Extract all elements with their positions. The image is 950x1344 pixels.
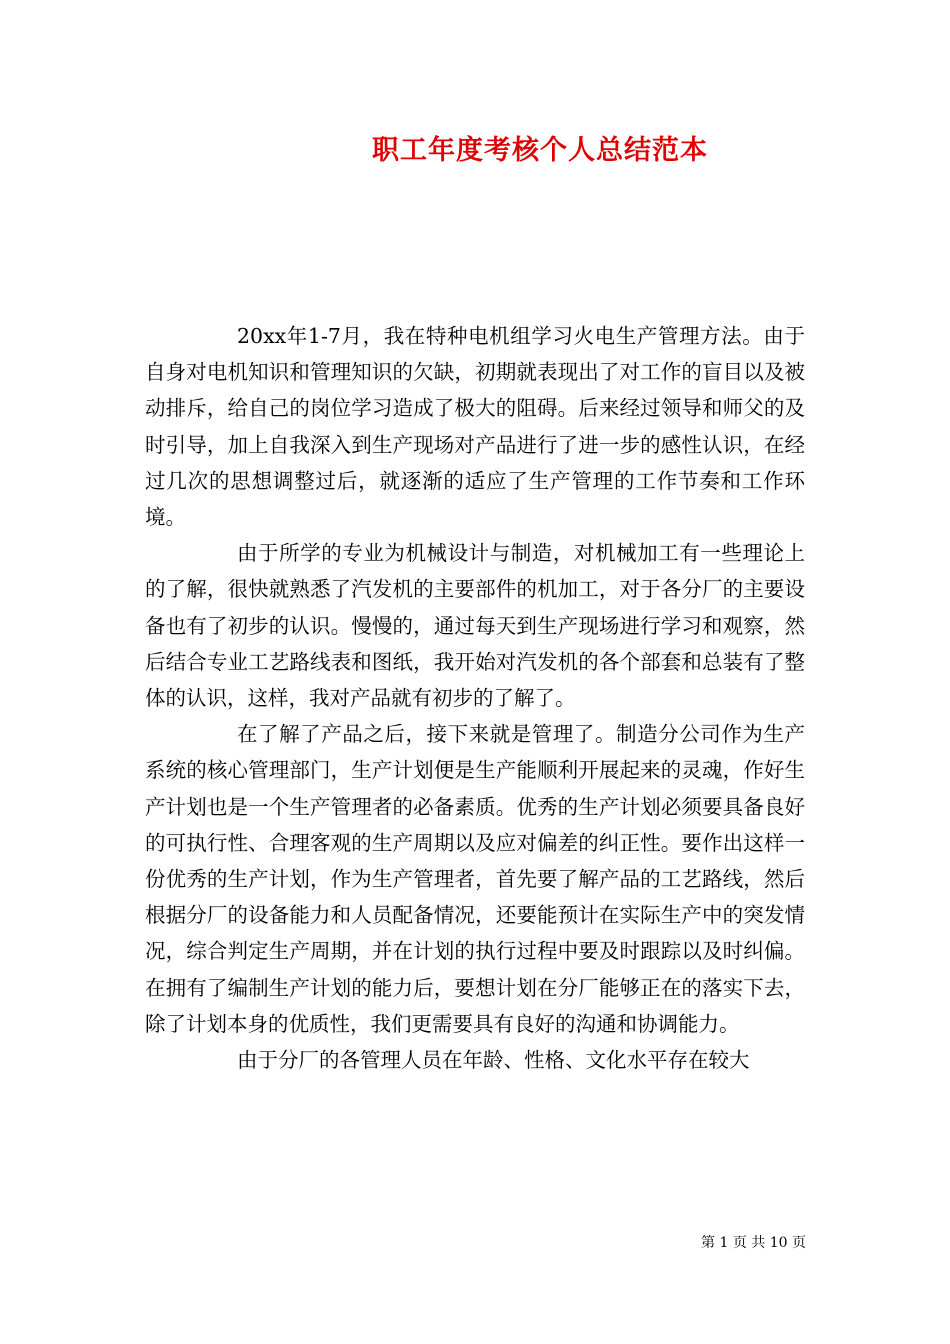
document-title: 职工年度考核个人总结范本 bbox=[372, 135, 708, 166]
page-number-footer: 第 1 页 共 10 页 bbox=[701, 1235, 806, 1251]
document-body bbox=[145, 318, 805, 1078]
paragraph-2: 由于所学的专业为机械设计与制造，对机械加工有一些理论上的了解，很快就熟悉了汽发机的主要部件的机加工，对于各分厂的主要设备也有了初步的认识。慢慢的，通过每天到生产现场进行学习和观察，然后结合专业工艺路线表和图纸，我开始对汽发机的各个部套和总装有了整体的认识，这样，我对产品就有初步的了解了。 bbox=[145, 541, 805, 711]
paragraph-3: 在了解了产品之后，接下来就是管理了。制造分公司作为生产系统的核心管理部门，生产计划便是生产能顺利开展起来的灵魂，作好生产计划也是一个生产管理者的必备素质。优秀的生产计划必须要具备良好的可执行性、合理客观的生产周期以及应对偏差的纠正性。要作出这样一份优秀的生产计划，作为生产管理者，首先要了解产品的工艺路线，然后根据分厂的设备能力和人员配备情况，还要能预计在实际生产中的突发情况，综合判定生产周期，并在计划的执行过程中要及时跟踪以及时纠偏。在拥有了编制生产计划的能力后，要想计划在分厂能够正在的落实下去，除了计划本身的优质性，我们更需要具有良好的沟通和协调能力。 bbox=[145, 722, 805, 1036]
paragraph-1: 20xx年1-7月，我在特种电机组学习火电生产管理方法。由于自身对电机知识和管理知识的欠缺，初期就表现出了对工作的盲目以及被动排斥，给自己的岗位学习造成了极大的阻碍。后来经过领导和师父的及时引导，加上自我深入到生产现场对产品进行了进一步的感性认识，在经过几次的思想调整过后，就逐渐的适应了生产管理的工作节奏和工作环境。 bbox=[145, 324, 805, 530]
paragraph-4: 由于分厂的各管理人员在年龄、性格、文化水平存在较大 bbox=[237, 1048, 750, 1073]
